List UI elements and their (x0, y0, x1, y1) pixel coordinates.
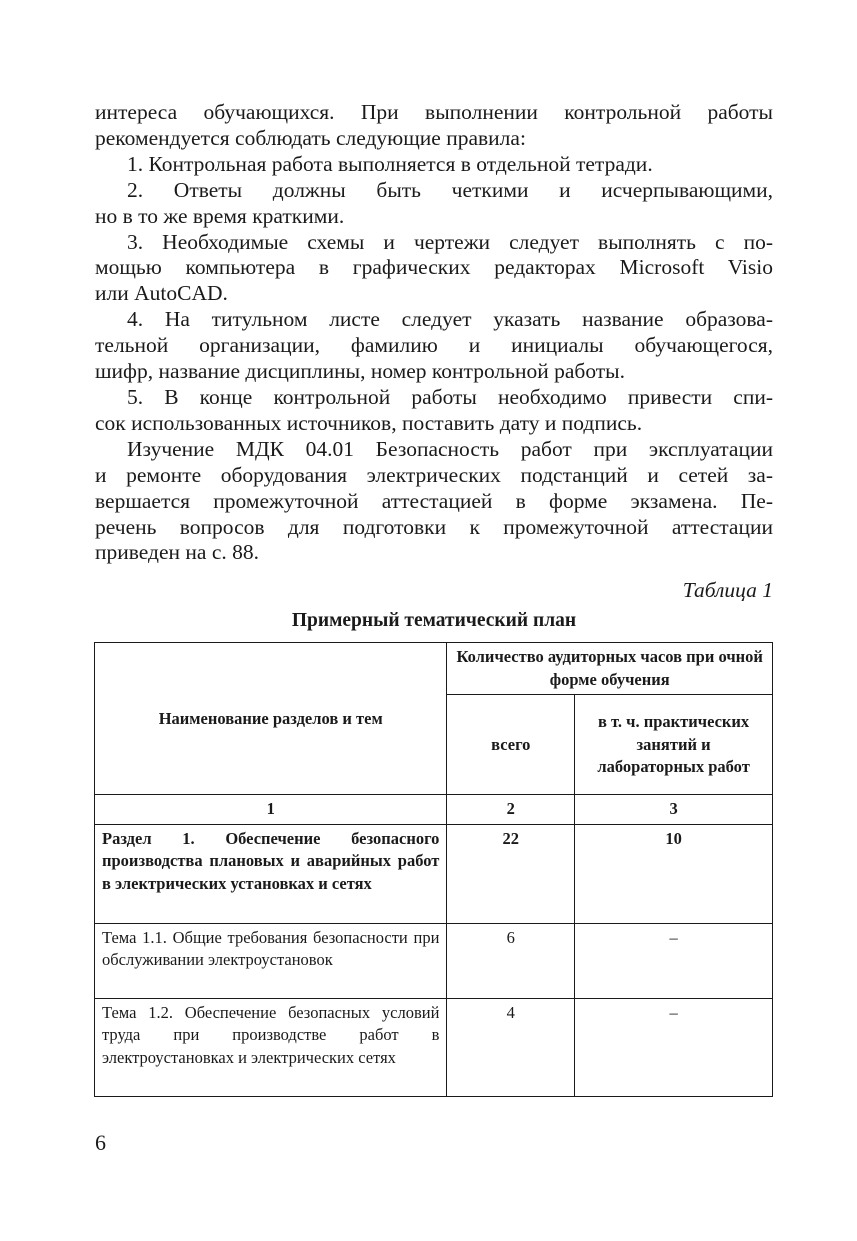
paragraph (95, 307, 773, 385)
practical-hours: – (575, 998, 773, 1096)
text-line: 3. Необходимые схемы и чертежи следует выполнять с по- (127, 229, 773, 254)
column-number: 2 (447, 795, 575, 825)
table-caption: Таблица 1 (682, 578, 773, 603)
table-header-row (95, 643, 773, 695)
header-practical: в т. ч. практических занятий и лабораторных работ (575, 695, 773, 795)
text-line: 2. Ответы должны быть четкими и исчерпывающими, (127, 177, 773, 202)
text-line: интереса обучающихся. При выполнении контрольной работы (95, 100, 773, 124)
column-number: 3 (575, 795, 773, 825)
paragraph (95, 230, 773, 308)
thematic-plan-table (94, 642, 773, 1097)
table-row (95, 998, 773, 1096)
column-number-row (95, 795, 773, 825)
header-total: всего (447, 695, 575, 795)
text-line: рекомендуется соблюдать следующие правила: (95, 125, 526, 150)
text-line: речень вопросов для подготовки к промежуточной аттестации (95, 514, 773, 539)
topic-name: Тема 1.1. Общие требования безопасности при обслуживании электроустановок (95, 923, 447, 998)
text-line: вершается промежуточной аттестацией в форме экзамена. Пе- (95, 488, 773, 513)
paragraph (95, 152, 773, 178)
text-line: Изучение МДК 04.01 Безопасность работ при эксплуатации (127, 436, 773, 461)
table-row (95, 824, 773, 923)
table-row (95, 923, 773, 998)
practical-hours: – (575, 923, 773, 998)
paragraph (95, 178, 773, 230)
paragraph (95, 437, 773, 567)
header-name: Наименование разделов и тем (95, 643, 447, 795)
total-hours: 22 (447, 824, 575, 923)
text-line: но в то же время краткими. (95, 203, 345, 228)
text-line: приведен на с. 88. (95, 540, 260, 565)
header-hours-group: Количество аудиторных часов при очной форме обучения (447, 643, 773, 695)
text-line: тельной организации, фамилию и инициалы обучающегося, (95, 333, 773, 358)
table-title: Примерный тематический план (291, 610, 577, 632)
topic-name: Тема 1.2. Обеспечение безопасных условий труда при производстве работ в электроустановках и электрических сетях (95, 998, 447, 1096)
practical-hours: 10 (575, 824, 773, 923)
text-line: 5. В конце контрольной работы необходимо привести спи- (127, 384, 773, 409)
column-number: 1 (95, 795, 447, 825)
section-name: Раздел 1. Обеспечение безопасного производства плановых и аварийных работ в электрических установках и сетях (95, 824, 447, 923)
paragraph (95, 100, 773, 152)
page-content (95, 100, 773, 1097)
body-text (95, 100, 773, 566)
text-line: шифр, название дисциплины, номер контрольной работы. (95, 359, 626, 384)
page-number: 6 (95, 1130, 106, 1155)
text-line: 4. На титульном листе следует указать название образова- (127, 307, 773, 332)
paragraph (95, 385, 773, 437)
total-hours: 4 (447, 998, 575, 1096)
text-line: или AutoCAD. (95, 281, 228, 306)
total-hours: 6 (447, 923, 575, 998)
text-line: сок использованных источников, поставить дату и подпись. (95, 410, 643, 435)
text-line: и ремонте оборудования электрических подстанций и сетей за- (95, 462, 773, 487)
text-line: 1. Контрольная работа выполняется в отдельной тетради. (127, 151, 653, 176)
text-line: мощью компьютера в графических редакторах Microsoft Visio (95, 255, 773, 280)
